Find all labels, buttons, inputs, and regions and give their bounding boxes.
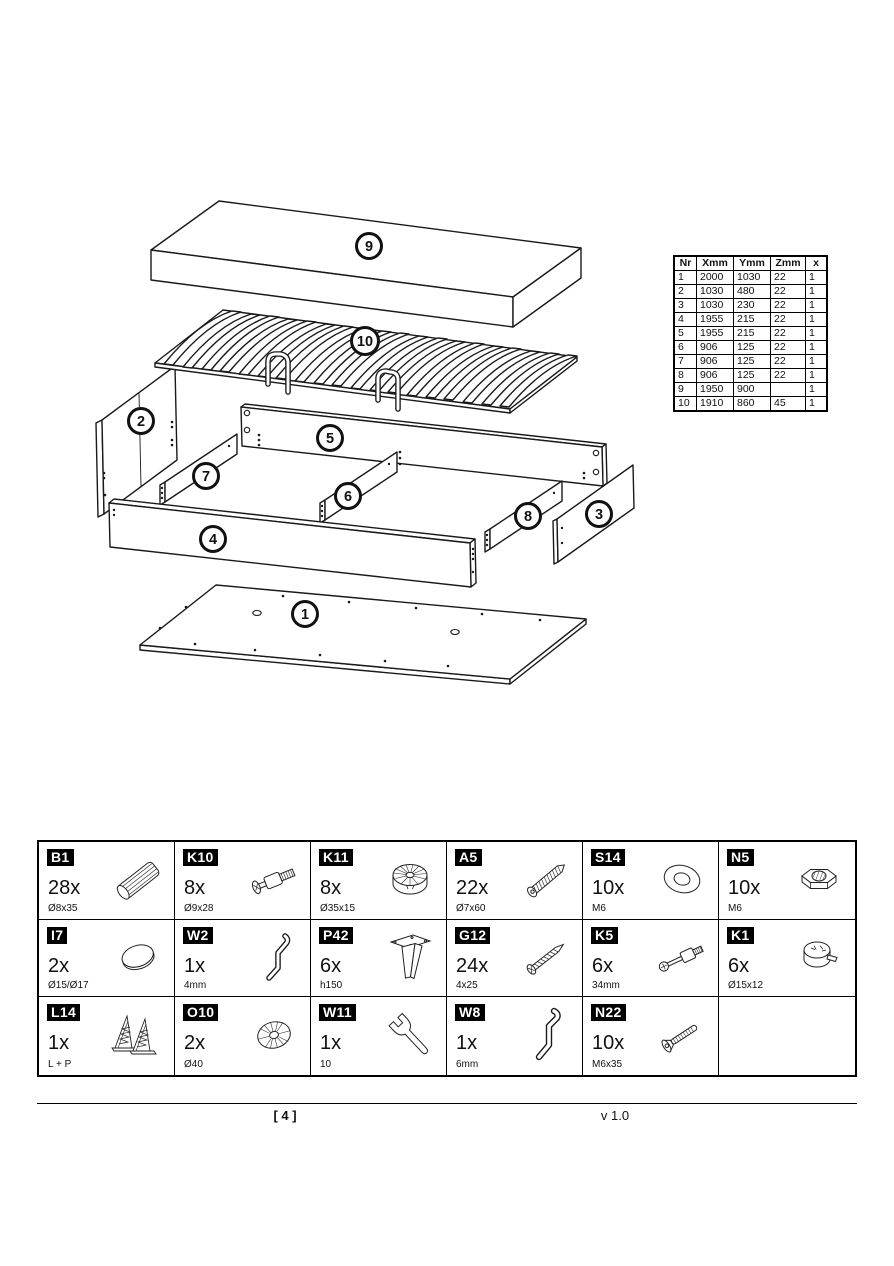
- table-row: [674, 299, 827, 313]
- table-row: [674, 397, 827, 412]
- dim-cell: 1: [806, 285, 828, 299]
- dim-cell: 1: [806, 327, 828, 341]
- part-cell-S14: [583, 842, 719, 920]
- part-9-mattress: [151, 201, 581, 327]
- part-size: M6: [592, 902, 606, 914]
- lift-mechanism-icon: [108, 1005, 170, 1067]
- dimensions-table: [673, 255, 828, 412]
- round-cover-icon: [244, 1005, 306, 1067]
- footer-divider: [37, 1103, 857, 1104]
- part-size: Ø15x12: [728, 980, 764, 992]
- part-code-badge: K11: [319, 849, 353, 866]
- part-quantity: 1x: [48, 1032, 70, 1055]
- dim-cell: 6: [674, 341, 697, 355]
- part-quantity: 1x: [320, 1032, 342, 1055]
- dim-cell: 1: [806, 299, 828, 313]
- cover-cap-icon: [108, 927, 170, 989]
- dim-cell: 1: [806, 271, 828, 285]
- washer-icon: [652, 849, 714, 911]
- hex-key-icon: [516, 1005, 578, 1067]
- svg-text:5: 5: [325, 431, 335, 447]
- svg-text:8: 8: [523, 509, 533, 525]
- part-cell-G12: [447, 920, 583, 998]
- table-row: [674, 383, 827, 397]
- part-quantity: 10x: [592, 877, 625, 899]
- part-cell-K1: [719, 920, 855, 998]
- part-size: Ø8x35: [48, 902, 78, 914]
- callout-3: [587, 502, 612, 527]
- dim-cell: 2000: [697, 271, 734, 285]
- dim-cell: 480: [734, 285, 771, 299]
- callout-5: [318, 426, 343, 451]
- part-size: Ø40: [184, 1058, 203, 1070]
- dim-cell: 10: [674, 397, 697, 412]
- part-quantity: 6x: [728, 954, 750, 977]
- table-row: [674, 369, 827, 383]
- dim-cell: 22: [771, 285, 806, 299]
- part-code-badge: A5: [455, 849, 482, 866]
- part-size: M6x35: [592, 1058, 623, 1070]
- part-quantity: 24x: [456, 954, 489, 977]
- callout-4: [201, 527, 226, 552]
- part-quantity: 1x: [456, 1032, 478, 1055]
- svg-text:6: 6: [343, 489, 353, 505]
- dim-cell: 22: [771, 327, 806, 341]
- dim-header: Xmm: [697, 256, 734, 271]
- part-code-badge: K1: [727, 927, 754, 944]
- part-quantity: 1x: [184, 954, 206, 977]
- part-size: 10: [320, 1058, 332, 1070]
- dim-cell: 22: [771, 271, 806, 285]
- dim-cell: 1955: [697, 313, 734, 327]
- table-header-row: [674, 256, 827, 271]
- part-size: Ø15/Ø17: [48, 980, 89, 992]
- part-code-badge: B1: [47, 849, 74, 866]
- part-1-bottom-board: [140, 585, 586, 684]
- hardware-grid: [37, 840, 857, 1077]
- part-code-badge: N22: [591, 1004, 626, 1021]
- part-size: 34mm: [592, 980, 620, 992]
- dim-cell: 22: [771, 313, 806, 327]
- version-label: v 1.0: [600, 1108, 630, 1123]
- part-cell-O10: [175, 997, 311, 1075]
- part-cell-B1: [39, 842, 175, 920]
- svg-text:7: 7: [201, 469, 211, 485]
- callout-1: [293, 602, 318, 627]
- connector-bolt-icon: [244, 849, 306, 911]
- flat-head-bolt-icon: [652, 1005, 714, 1067]
- dim-header: Nr: [674, 256, 697, 271]
- part-code-badge: W8: [455, 1004, 485, 1021]
- dim-cell: 1955: [697, 327, 734, 341]
- dim-cell: 1: [806, 383, 828, 397]
- part-size: Ø35x15: [320, 902, 356, 914]
- part-quantity: 6x: [592, 954, 614, 977]
- svg-text:10: 10: [356, 334, 374, 350]
- part-cell-L14: [39, 997, 175, 1075]
- dim-cell: 2: [674, 285, 697, 299]
- table-row: [674, 327, 827, 341]
- cam-bolt-icon: [652, 927, 714, 989]
- part-quantity: 8x: [320, 877, 342, 899]
- dim-cell: 125: [734, 369, 771, 383]
- table-row: [674, 285, 827, 299]
- dim-cell: 125: [734, 341, 771, 355]
- confirmat-screw-icon: [516, 849, 578, 911]
- dim-cell: 1030: [697, 285, 734, 299]
- furniture-leg-icon: [380, 927, 442, 989]
- dim-cell: 1: [806, 369, 828, 383]
- dim-cell: 125: [734, 355, 771, 369]
- dim-cell: 1: [806, 313, 828, 327]
- part-size: M6: [728, 902, 742, 914]
- dim-cell: 5: [674, 327, 697, 341]
- part-5-back-panel: [241, 404, 607, 486]
- part-size: Ø9x28: [184, 902, 214, 914]
- dim-cell: [771, 383, 806, 397]
- dim-cell: 7: [674, 355, 697, 369]
- part-code-badge: O10: [183, 1004, 218, 1021]
- dim-cell: 906: [697, 355, 734, 369]
- dim-cell: 1: [806, 341, 828, 355]
- dim-cell: 1030: [734, 271, 771, 285]
- part-cell-I7: [39, 920, 175, 998]
- callout-10: [352, 328, 379, 355]
- part-code-badge: K5: [591, 927, 618, 944]
- part-code-badge: L14: [47, 1004, 80, 1021]
- dim-cell: 9: [674, 383, 697, 397]
- part-cell-K10: [175, 842, 311, 920]
- dim-cell: 1030: [697, 299, 734, 313]
- part-code-badge: S14: [591, 849, 625, 866]
- part-code-badge: K10: [183, 849, 218, 866]
- part-cell-P42: [311, 920, 447, 998]
- part-cell-W11: [311, 997, 447, 1075]
- callout-2: [129, 409, 154, 434]
- dowel-icon: [108, 849, 170, 911]
- dim-cell: 860: [734, 397, 771, 412]
- svg-text:1: 1: [300, 607, 310, 623]
- svg-text:4: 4: [208, 532, 218, 548]
- part-code-badge: P42: [319, 927, 353, 944]
- dim-cell: 230: [734, 299, 771, 313]
- part-code-badge: W11: [319, 1004, 356, 1021]
- dim-header: x: [806, 256, 828, 271]
- part-size: 6mm: [456, 1058, 479, 1070]
- svg-text:9: 9: [364, 239, 374, 255]
- callout-7: [194, 464, 219, 489]
- part-cell-W2: [175, 920, 311, 998]
- part-code-badge: I7: [47, 927, 67, 944]
- part-cell-N22: [583, 997, 719, 1075]
- dim-cell: 22: [771, 355, 806, 369]
- part-quantity: 6x: [320, 954, 342, 977]
- part-size: L + P: [48, 1058, 72, 1070]
- dim-cell: 215: [734, 327, 771, 341]
- part-code-badge: G12: [455, 927, 490, 944]
- part-size: Ø7x60: [456, 902, 486, 914]
- dim-cell: 1: [674, 271, 697, 285]
- svg-text:2: 2: [136, 414, 146, 430]
- page-number: [ 4 ]: [273, 1108, 297, 1123]
- dim-cell: 906: [697, 369, 734, 383]
- part-size: 4mm: [184, 980, 207, 992]
- part-size: 4x25: [456, 980, 478, 992]
- part-code-badge: W2: [183, 927, 213, 944]
- callout-6: [336, 484, 361, 509]
- part-cell-empty: [719, 997, 855, 1075]
- dim-cell: 906: [697, 341, 734, 355]
- dim-cell: 8: [674, 369, 697, 383]
- callout-9: [357, 234, 382, 259]
- callout-8: [516, 504, 541, 529]
- table-row: [674, 355, 827, 369]
- dim-cell: 45: [771, 397, 806, 412]
- dim-cell: 1: [806, 355, 828, 369]
- part-quantity: 22x: [456, 877, 489, 899]
- part-cell-W8: [447, 997, 583, 1075]
- dim-cell: 4: [674, 313, 697, 327]
- part-cell-A5: [447, 842, 583, 920]
- part-code-badge: N5: [727, 849, 754, 866]
- svg-text:3: 3: [594, 507, 604, 523]
- table-row: [674, 341, 827, 355]
- dim-cell: 215: [734, 313, 771, 327]
- part-size: h150: [320, 980, 343, 992]
- allen-key-icon: [244, 927, 306, 989]
- hex-nut-icon: [789, 849, 851, 911]
- dim-cell: 1910: [697, 397, 734, 412]
- dim-cell: 22: [771, 369, 806, 383]
- dim-header: Zmm: [771, 256, 806, 271]
- part-quantity: 8x: [184, 877, 206, 899]
- table-row: [674, 313, 827, 327]
- dim-cell: 3: [674, 299, 697, 313]
- mini-cam-lock-icon: [789, 927, 851, 989]
- part-quantity: 10x: [592, 1032, 625, 1055]
- dim-cell: 1950: [697, 383, 734, 397]
- part-quantity: 2x: [48, 954, 70, 977]
- part-quantity: 10x: [728, 877, 761, 899]
- part-4-front-panel: [109, 499, 476, 587]
- dim-header: Ymm: [734, 256, 771, 271]
- table-row: [674, 271, 827, 285]
- part-cell-K11: [311, 842, 447, 920]
- wood-screw-icon: [516, 927, 578, 989]
- dim-cell: 22: [771, 299, 806, 313]
- part-quantity: 28x: [48, 877, 81, 899]
- part-cell-N5: [719, 842, 855, 920]
- dim-cell: 900: [734, 383, 771, 397]
- part-cell-K5: [583, 920, 719, 998]
- dim-cell: 1: [806, 397, 828, 412]
- cam-lock-icon: [380, 849, 442, 911]
- wrench-icon: [380, 1005, 442, 1067]
- dim-cell: 22: [771, 341, 806, 355]
- part-quantity: 2x: [184, 1032, 206, 1055]
